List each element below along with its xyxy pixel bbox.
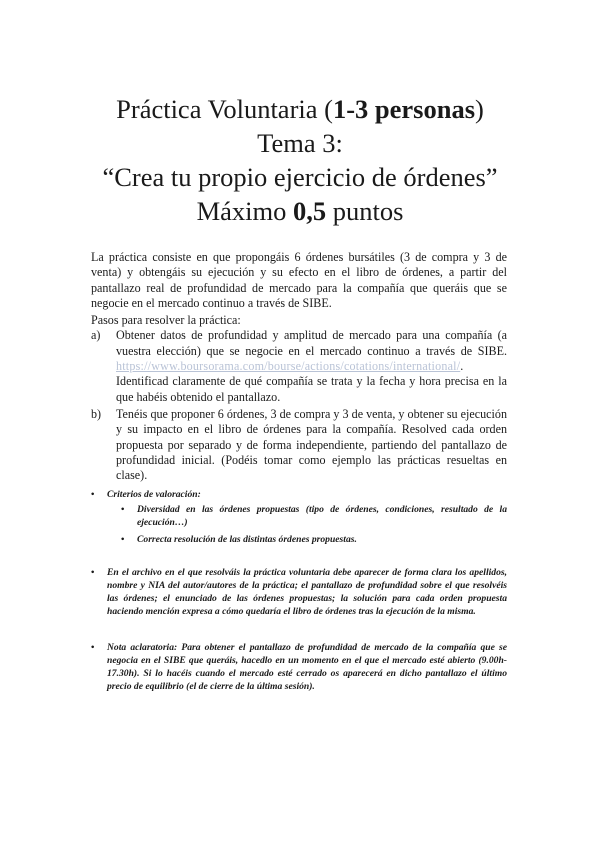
step-a-text-after: . Identificad claramente de qué compañía se trata y la fecha y hora precisa en la que habéis obtenido el pantallazo. — [116, 359, 507, 404]
criteria-heading: Criterios de valoración: — [107, 489, 201, 500]
title-line-1 — [0, 92, 600, 126]
subbullet-dot: • — [121, 534, 125, 545]
criteria-item-text: Diversidad en las órdenes propuestas (tipo de órdenes, condiciones, resultado de la ejecución…) — [137, 504, 507, 528]
archive-note-text: En el archivo en el que resolváis la práctica voluntaria debe aparecer de forma clara los apellidos, nombre y NIA del autor/autores de la práctica; el pantallazo de profundidad sobre el que resolvéis las órdenes; el enunciado de las órdenes propuestas; la solución para cada orden propuesta haciendo mención expresa a cómo quedaría el libro de órdenes tras la ejecución de la misma. — [107, 567, 507, 617]
bullet-dot: • — [91, 642, 95, 653]
criteria-item — [117, 533, 507, 546]
boursorama-link[interactable]: https://www.boursorama.com/bourse/actions/cotations/international/ — [116, 359, 461, 374]
criteria-item — [117, 503, 507, 529]
title-line-4 — [0, 194, 600, 228]
title-line-4-suffix: puntos — [326, 196, 404, 226]
steps-heading: Pasos para resolver la práctica: — [91, 313, 241, 328]
title-group-size: 1-3 personas — [332, 94, 476, 124]
title-line-1-suffix: ) — [475, 94, 484, 124]
title-line-2: Tema 3: — [257, 128, 343, 158]
step-a — [91, 328, 507, 404]
clarification-text: Nota aclaratoria: Para obtener el pantallazo de profundidad de mercado de la compañía que se negocia en el SIBE que queráis, hacedlo en un momento en el que el mercado esté abierto (9.00h-17.30h). Si lo hacéis cuando el mercado esté cerrado os aparecerá en dicho pantallazo el último precio de equilibrio (el de cierre de la última sesión). — [107, 642, 507, 692]
body-text — [91, 250, 507, 483]
title-line-3: “Crea tu propio ejercicio de órdenes” — [102, 162, 498, 192]
archive-note-bullet — [91, 566, 507, 618]
title-line-1-prefix: Práctica Voluntaria ( — [116, 94, 333, 124]
step-b — [91, 407, 507, 483]
criteria-item-text: Correcta resolución de las distintas órdenes propuestas. — [137, 534, 357, 545]
criteria-bullet — [91, 488, 507, 546]
step-b-marker: b) — [91, 406, 102, 421]
intro-paragraph: La práctica consiste en que propongáis 6 órdenes bursátiles (3 de compra y 3 de venta) y obtengáis su ejecución y su efecto en el libro de órdenes, a partir del pantallazo real de profundidad de mercado para la compañía que queráis que se negocie en el mercado continuo a través de SIBE. — [91, 250, 507, 310]
subbullet-dot: • — [121, 504, 125, 515]
bullet-dot: • — [91, 567, 95, 578]
clarification-bullet — [91, 641, 507, 693]
step-b-text: Tenéis que proponer 6 órdenes, 3 de compra y 3 de venta, y obtener su ejecución y su impacto en el libro de órdenes para la compañía. Resolved cada orden propuesta por separado y de forma independiente, partiendo del pantallazo de profundidad inicial. (Podéis tomar como ejemplo las prácticas resueltas en clase). — [116, 406, 507, 483]
title-line-4-prefix: Máximo — [196, 196, 293, 226]
notes-list — [91, 488, 507, 693]
title-max-points: 0,5 — [293, 196, 327, 226]
step-a-marker: a) — [91, 328, 101, 343]
criteria-list — [107, 503, 507, 546]
bullet-dot: • — [91, 489, 95, 500]
document-title — [0, 92, 600, 228]
step-a-text: Obtener datos de profundidad y amplitud de mercado para una compañía (a vuestra elección) que se negocie en el mercado continuo a través de SIBE. — [116, 328, 507, 358]
